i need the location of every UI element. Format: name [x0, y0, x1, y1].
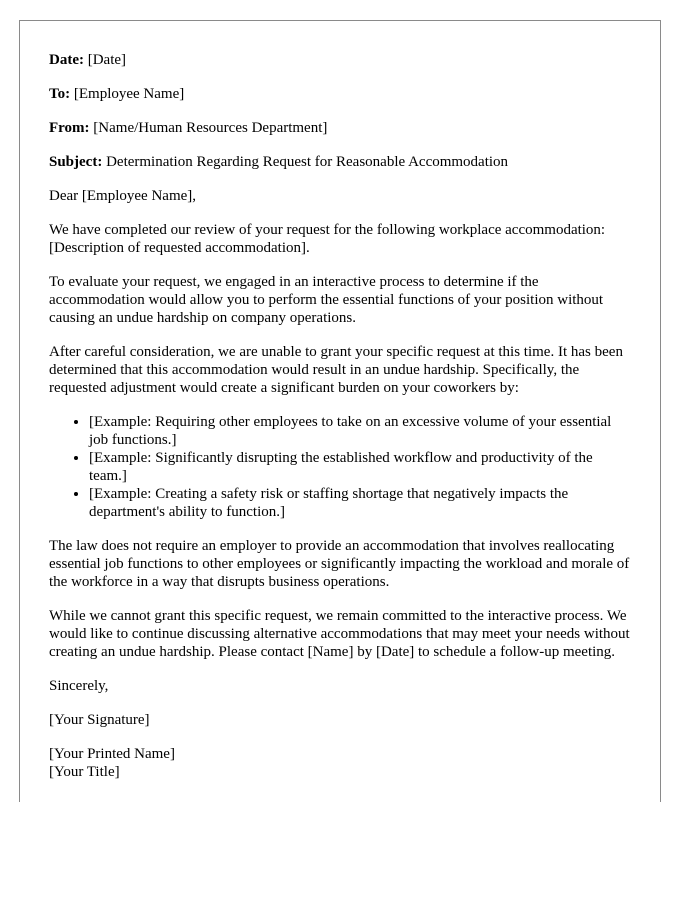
paragraph-process: To evaluate your request, we engaged in an interactive process to determine if the accommodation would allow you to perform the essential functions of your position without causing an undue hardship on company operations. [49, 274, 604, 326]
list-item: • [Example: Requiring other employees to take on an excessive volume of your essential job functions.] [89, 413, 632, 449]
salutation: Dear [Employee Name], [49, 188, 197, 204]
sign-off: Sincerely, [49, 678, 109, 694]
from-line [49, 119, 632, 137]
paragraph-review: We have completed our review of your request for the following workplace accommodation: [Description of requested accommodation]. [49, 222, 606, 256]
signer-title: [Your Title] [49, 764, 120, 780]
paragraph-next-steps: While we cannot grant this specific request, we remain committed to the interactive process. We would like to continue discussing alternative accommodations that may meet your needs without creating an undue hardship. Please contact [Name] by [Date] to schedule a follow-up meeting. [49, 608, 630, 660]
to-line [49, 85, 632, 103]
date-value: [Date] [87, 52, 127, 68]
subject-line [49, 153, 632, 171]
subject-value: Determination Regarding Request for Reasonable Accommodation [106, 154, 509, 170]
date-label: Date: [49, 52, 84, 68]
from-label: From: [49, 120, 90, 136]
paragraph-law: The law does not require an employer to provide an accommodation that involves reallocating essential job functions to other employees or significantly impacting the workload and morale of the workforce in a way that disrupts business operations. [49, 538, 630, 590]
signature: [Your Signature] [49, 712, 150, 728]
to-label: To: [49, 86, 71, 102]
letter-page [19, 20, 661, 802]
subject-label: Subject: [49, 154, 103, 170]
paragraph-determination: After careful consideration, we are unable to grant your specific request at this time. It has been determined that this accommodation would result in an undue hardship. Specifically, the requested adjustment would create a significant burden on your coworkers by: [49, 344, 623, 396]
hardship-examples-list [49, 413, 632, 521]
list-item: • [Example: Significantly disrupting the established workflow and productivity of the team.] [89, 449, 632, 485]
list-item: • [Example: Creating a safety risk or staffing shortage that negatively impacts the department's ability to function.] [89, 485, 632, 521]
from-value: [Name/Human Resources Department] [93, 120, 328, 136]
printed-name: [Your Printed Name] [49, 746, 175, 762]
date-line [49, 51, 632, 69]
to-value: [Employee Name] [73, 86, 185, 102]
